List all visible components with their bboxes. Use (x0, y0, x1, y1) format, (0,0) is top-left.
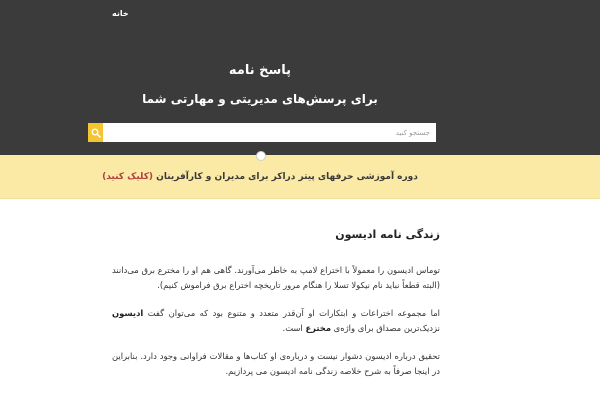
promo-line[interactable] (0, 172, 520, 182)
bold-term-inventor: مخترع (305, 323, 332, 333)
promo-text: دوره آموزشی حرفهای پیتر دراکر برای مدیران و کارآفرینان (153, 172, 418, 182)
search-button[interactable] (88, 123, 103, 142)
article-paragraph: تحقیق درباره ادیسون دشوار نیست و درباره‌ی او کتاب‌ها و مقالات فراوانی وجود دارد. بنابراین در اینجا صرفاً به شرح خلاصه زندگی نامه ادیسون می پردازیم. (112, 351, 440, 376)
paragraph-text: است. (282, 323, 306, 333)
home-link[interactable]: خانه (112, 9, 129, 18)
bold-term-edison: ادیسون (112, 308, 144, 318)
site-tagline: برای پرسش‌های مدیریتی و مهارتی شما (142, 92, 378, 106)
article-title: زندگی نامه ادیسون (335, 228, 440, 241)
promo-cta-link[interactable]: (کلیک کنید) (102, 172, 154, 182)
paragraph-text: اما مجموعه اختراعات و ابتکارات او آن‌قدر متعدد و متنوع بود که می‌توان گفت (143, 308, 440, 318)
article-paragraph: توماس ادیسون را معمولاً با اختراع لامپ به خاطر می‌آورند. گاهی هم او را مخترع برق می‌دانند (البته قطعاً نباید نام نیکولا تسلا را هنگام مرور تاریخچه اختراع برق فراموش کنیم). (112, 265, 440, 290)
search-icon (91, 128, 101, 138)
search-input[interactable] (103, 123, 436, 142)
article-content (112, 228, 440, 392)
site-title: پاسخ نامه (228, 63, 292, 78)
paragraph-text: نزدیک‌ترین مصداق برای واژه‌ی (331, 323, 440, 333)
header-hero (0, 0, 600, 155)
banner-toggle-handle[interactable] (256, 151, 266, 161)
article-paragraph (112, 306, 440, 336)
search-form (88, 123, 436, 142)
